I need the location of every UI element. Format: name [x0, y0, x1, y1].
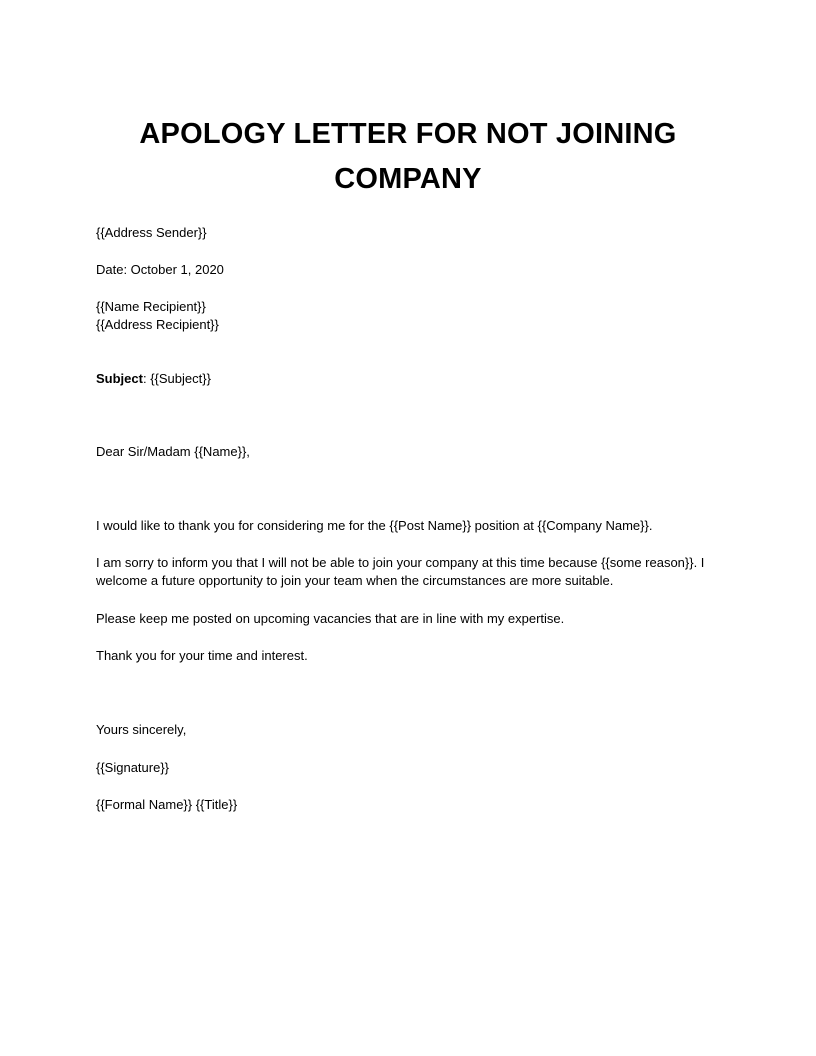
- subject-value: : {{Subject}}: [142, 371, 211, 386]
- subject-label: Subject: [96, 371, 143, 386]
- sender-address: {{Address Sender}}: [96, 225, 207, 240]
- salutation: Dear Sir/Madam {{Name}},: [96, 444, 250, 459]
- body-paragraph: Please keep me posted on upcoming vacancies that are in line with my expertise.: [96, 611, 565, 626]
- body-paragraph: I am sorry to inform you that I will not be able to join your company at this time because {{some reason}}. I welcome a future opportunity to join your team when the circumstances are more suitable.: [96, 555, 705, 588]
- recipient-address: {{Address Recipient}}: [96, 317, 219, 332]
- subject-line: [96, 370, 211, 388]
- body-paragraph: I would like to thank you for considering me for the {{Post Name}} position at {{Company Name}}.: [96, 518, 653, 533]
- closing: Yours sincerely,: [96, 722, 187, 737]
- letter-title: APOLOGY LETTER FOR NOT JOINING COMPANY: [139, 118, 677, 195]
- body-paragraph: Thank you for your time and interest.: [96, 648, 308, 663]
- letter-date: Date: October 1, 2020: [96, 262, 224, 277]
- recipient-name: {{Name Recipient}}: [96, 299, 206, 314]
- formal-name-title: {{Formal Name}} {{Title}}: [96, 797, 238, 812]
- signature: {{Signature}}: [96, 760, 170, 775]
